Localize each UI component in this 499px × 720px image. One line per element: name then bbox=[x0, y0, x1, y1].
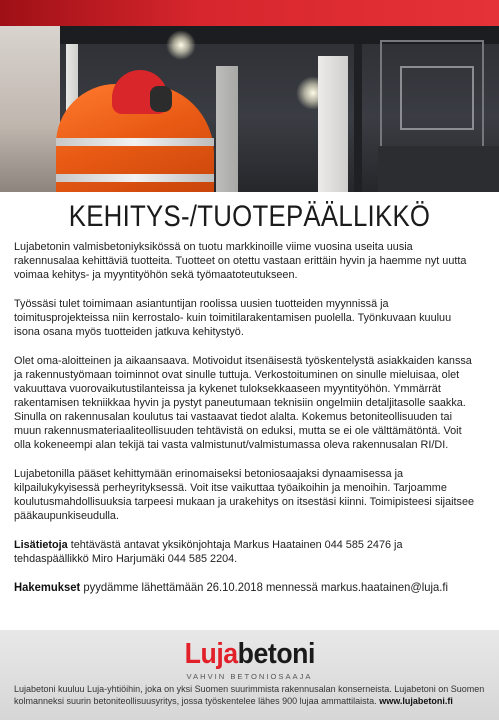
hero-ceiling-light bbox=[166, 30, 196, 60]
hero-pillar bbox=[318, 56, 348, 192]
top-red-stripe bbox=[0, 0, 499, 26]
hero-background-wall bbox=[0, 26, 60, 192]
paragraph-requirements: Olet oma-aloitteinen ja aikaansaava. Motivoidut itsenäisestä työskentelystä asiakkaiden kanssa ja rakennustyömaan toiminnot ovat sinulle tuttuja. Verkostoituminen on sinulle mieluisaa, olet vakuuttava vuorovaikutustilanteissa ja kykenet tuloksekkaaseen myyntityöhön. Ymmärrät rakentamisen tekniikkaa hyvin ja pystyt paneutumaan teknisiin ongelmiin detaljitasolle saakka. Sinulla on rakennusalan koulutus tai vastaavat tiedot alalta. Kokemus betoniteollisuuden tai muun rakennusmateriaaliteollisuuden tehtävistä on eduksi, mutta se ei ole välttämätöntä. Voit olla kokeneempi alan tekijä tai vasta valmistunut/valmistumassa oleva rakennusalan RI/DI. bbox=[14, 355, 472, 451]
hero-floor bbox=[378, 146, 499, 192]
applications-label: Hakemukset bbox=[14, 581, 81, 594]
hero-pillar bbox=[354, 44, 362, 192]
logo-tagline: VAHVIN BETONIOSAAJA bbox=[186, 672, 313, 681]
hero-photo bbox=[0, 26, 499, 192]
company-description bbox=[14, 684, 492, 707]
contact-info-label: Lisätietoja bbox=[14, 539, 68, 551]
company-logo bbox=[0, 638, 499, 671]
paragraph-offer: Lujabetonilla pääset kehittymään erinomaiseksi betoniosaajaksi dynaamisessa ja kilpailukykyisessä perheyrityksessä. Voit itse vaikuttaa työaikoihin ja menoihin. Tarjoamme koulutusmahdollisuuksia tarpeesi mukaan ja urakehitys on itsestäsi kiinni. Toimipisteesi sijaitsee pääkaupunkiseudulla. bbox=[14, 468, 475, 522]
applications-info bbox=[14, 581, 478, 595]
contact-info bbox=[14, 538, 478, 566]
reflective-stripe bbox=[56, 138, 214, 146]
logo-part-luja: Luja bbox=[184, 638, 238, 670]
applications-text: pyydämme lähettämään 26.10.2018 mennessä markus.haatainen@luja.fi bbox=[80, 581, 449, 594]
logo-wordmark bbox=[184, 638, 314, 671]
company-description-text: Lujabetoni kuuluu Luja-yhtiöihin, joka on yksi Suomen suurimmista rakennusalan konserneista. Lujabetoni on Suomen kolmanneksi suurin betoniteollisuusyritys, jossa työskentelee lähes 900 lujaa ammattilaista. bbox=[14, 684, 485, 706]
job-description bbox=[14, 240, 492, 610]
reflective-stripe bbox=[56, 174, 214, 182]
hero-machinery bbox=[400, 66, 474, 130]
worker-ear-protector bbox=[150, 86, 172, 112]
paragraph-intro: Lujabetonin valmisbetoniyksikössä on tuotu markkinoille viime vuosina useita uusia rakennusalaa kehittäviä tuotteita. Tuotteet on otettu vastaan erittäin hyvin ja haemme nyt uutta voimaa kehitys- ja myyntityöhön sekä työmaatoteutukseen. bbox=[14, 241, 467, 281]
job-title: KEHITYS-/TUOTEPÄÄLLIKKÖ bbox=[68, 200, 431, 233]
company-website-link[interactable]: www.lujabetoni.fi bbox=[379, 695, 453, 706]
hero-pillar bbox=[216, 66, 238, 192]
paragraph-role: Työssäsi tulet toimimaan asiantuntijan roolissa uusien tuotteiden myynnissä ja toimitusprojekteissa niin kerrostalo- kuin toimitilarakentamisen puolella. Työnkuvaan kuuluu isona osana myös tuotteiden jatkuva kehitystyö. bbox=[14, 298, 452, 338]
contact-info-text: tehtävästä antavat yksikönjohtaja Markus Haatainen 044 585 2476 ja tehdaspäällikkö Miro Harjumäki 044 585 2204. bbox=[14, 539, 403, 565]
logo-part-betoni: betoni bbox=[237, 638, 315, 670]
